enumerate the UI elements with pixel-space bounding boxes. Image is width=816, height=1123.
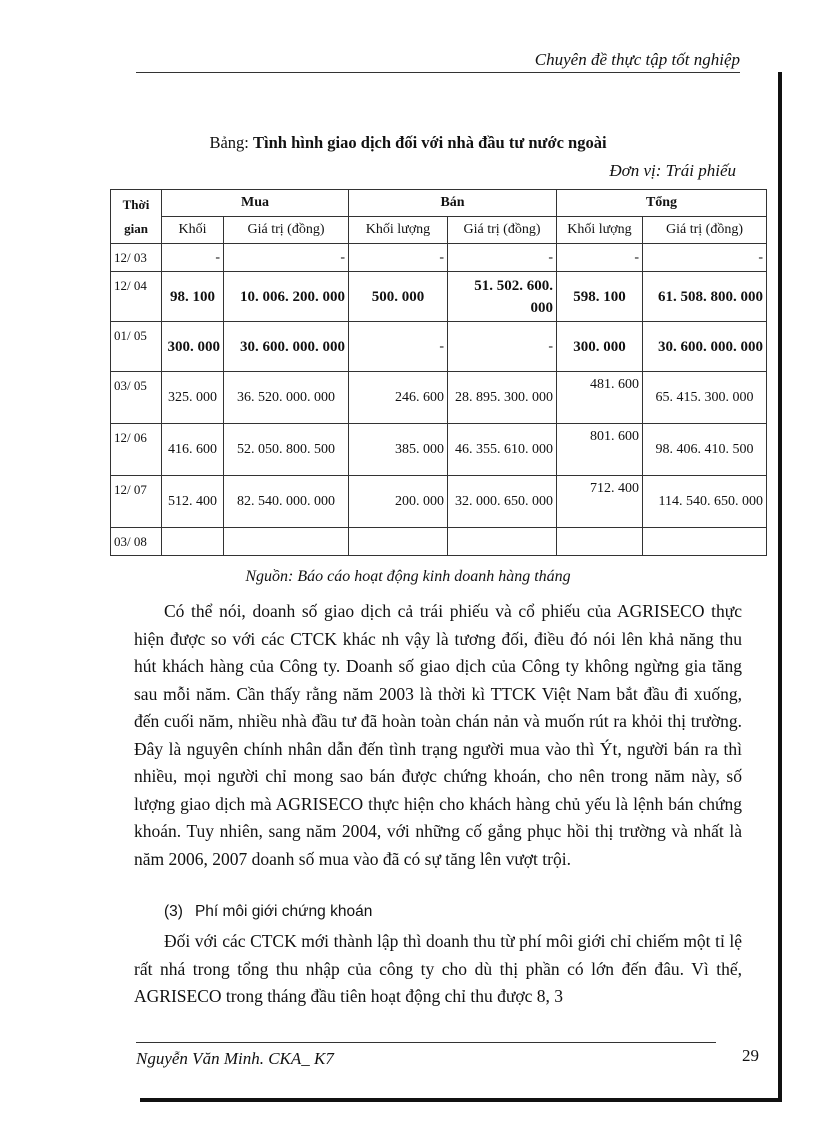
table-source: Nguồn: Báo cáo hoạt động kinh doanh hàng tháng xyxy=(245,568,571,585)
cell: 32. 000. 650. 000 xyxy=(448,476,557,528)
table-row xyxy=(111,424,767,476)
cell: 82. 540. 000. 000 xyxy=(224,476,349,528)
table-row xyxy=(111,244,767,272)
table-caption-prefix: Bảng: xyxy=(209,133,249,152)
cell: 98. 406. 410. 500 xyxy=(643,424,767,476)
footer-rule xyxy=(136,1042,716,1043)
cell: - xyxy=(162,244,224,272)
cell xyxy=(448,528,557,556)
cell: 30. 600. 000. 000 xyxy=(224,322,349,372)
table-row xyxy=(111,528,767,556)
foreign-investor-trading-table xyxy=(110,189,767,556)
cell: 61. 508. 800. 000 xyxy=(643,272,767,322)
section-title: Phí môi giới chứng khoán xyxy=(194,903,373,920)
cell: 712. 400 xyxy=(557,476,643,528)
cell: - xyxy=(349,322,448,372)
cell: - xyxy=(448,244,557,272)
cell: 801. 600 xyxy=(557,424,643,476)
page-number: 29 xyxy=(742,1046,759,1065)
cell: 114. 540. 650. 000 xyxy=(643,476,767,528)
table-row xyxy=(111,272,767,322)
cell: 46. 355. 610. 000 xyxy=(448,424,557,476)
cell: 512. 400 xyxy=(162,476,224,528)
unit-label: Đơn vị: Trái phiếu xyxy=(609,161,736,180)
cell: 51. 502. 600. 000 xyxy=(448,272,557,322)
subheader-sell-value: Giá trị (đồng) xyxy=(448,217,557,244)
cell xyxy=(643,528,767,556)
row-period: 12/ 06 xyxy=(111,424,162,476)
cell: 200. 000 xyxy=(349,476,448,528)
section-heading xyxy=(164,903,372,921)
cell: 416. 600 xyxy=(162,424,224,476)
table-row xyxy=(111,476,767,528)
cell: 65. 415. 300. 000 xyxy=(643,372,767,424)
row-period: 03/ 08 xyxy=(111,528,162,556)
page-border-bottom xyxy=(140,1098,782,1102)
cell: 28. 895. 300. 000 xyxy=(448,372,557,424)
header-group-sell: Bán xyxy=(349,190,557,217)
cell: 300. 000 xyxy=(557,322,643,372)
header-rule xyxy=(136,72,740,73)
section-number: (3) xyxy=(164,903,183,920)
cell: 10. 006. 200. 000 xyxy=(224,272,349,322)
subheader-sell-volume: Khối lượng xyxy=(349,217,448,244)
header-period: Thời gian xyxy=(111,190,162,244)
table-caption-title: Tình hình giao dịch đối với nhà đầu tư nước ngoài xyxy=(253,133,607,152)
page-border-right xyxy=(778,72,782,1102)
table-row xyxy=(111,372,767,424)
body-paragraph-1: Có thể nói, doanh số giao dịch cả trái phiếu và cổ phiếu của AGRISECO thực hiện được so với các CTCK khác nh vậy là tương đối, điều đó nói lên khả năng thu hút khách hàng của Công ty. Doanh số giao dịch của Công ty không ngừng gia tăng sau mỗi năm. Cần thấy rằng năm 2003 là thời kì TTCK Việt Nam bắt đầu đi xuống, đến cuối năm, nhiều nhà đầu tư đã hoàn toàn chán nản và muốn rút ra khỏi thị trường. Đây là nguyên chính nhân dẫn đến tình trạng người mua vào thì Ýt, người bán ra thì nhiều, mọi người chỉ mong sao bán được chứng khoán, cho nên trong năm này, số lượng giao dịch mà AGRISECO thực hiện cho khách hàng chủ yếu là lệnh bán chứng khoán. Tuy nhiên, sang năm 2004, với những cố gắng phục hồi thị trường và nhất là năm 2006, 2007 doanh số mua vào đã có sự tăng lên vượt trội. xyxy=(134,601,742,869)
cell: - xyxy=(643,244,767,272)
header-group-total: Tổng xyxy=(557,190,767,217)
cell: 300. 000 xyxy=(162,322,224,372)
cell: - xyxy=(349,244,448,272)
cell: 325. 000 xyxy=(162,372,224,424)
subheader-buy-volume: Khối xyxy=(162,217,224,244)
header-group-buy: Mua xyxy=(162,190,349,217)
cell xyxy=(557,528,643,556)
cell xyxy=(162,528,224,556)
body-paragraph-2: Đối với các CTCK mới thành lập thì doanh thu từ phí môi giới chỉ chiếm một tỉ lệ rất nhá trong tổng thu nhập của công ty cho dù thị phần có lớn đến đâu. Vì thế, AGRISECO trong tháng đầu tiên hoạt động chỉ thu được 8, 3 xyxy=(134,931,742,1006)
cell: 52. 050. 800. 500 xyxy=(224,424,349,476)
row-period: 12/ 07 xyxy=(111,476,162,528)
cell: - xyxy=(557,244,643,272)
table-row xyxy=(111,322,767,372)
subheader-buy-value: Giá trị (đồng) xyxy=(224,217,349,244)
subheader-total-volume: Khối lượng xyxy=(557,217,643,244)
subheader-total-value: Giá trị (đồng) xyxy=(643,217,767,244)
row-period: 12/ 04 xyxy=(111,272,162,322)
cell: 98. 100 xyxy=(162,272,224,322)
cell: 481. 600 xyxy=(557,372,643,424)
row-period: 03/ 05 xyxy=(111,372,162,424)
cell: 598. 100 xyxy=(557,272,643,322)
row-period: 01/ 05 xyxy=(111,322,162,372)
header-title: Chuyên đề thực tập tốt nghiệp xyxy=(534,50,740,69)
cell: 385. 000 xyxy=(349,424,448,476)
cell xyxy=(224,528,349,556)
footer-author: Nguyễn Văn Minh. CKA_ K7 xyxy=(136,1049,334,1068)
row-period: 12/ 03 xyxy=(111,244,162,272)
cell: 36. 520. 000. 000 xyxy=(224,372,349,424)
cell: - xyxy=(448,322,557,372)
cell: 246. 600 xyxy=(349,372,448,424)
cell: 500. 000 xyxy=(349,272,448,322)
cell: 30. 600. 000. 000 xyxy=(643,322,767,372)
cell: - xyxy=(224,244,349,272)
table-caption xyxy=(0,133,816,153)
cell xyxy=(349,528,448,556)
